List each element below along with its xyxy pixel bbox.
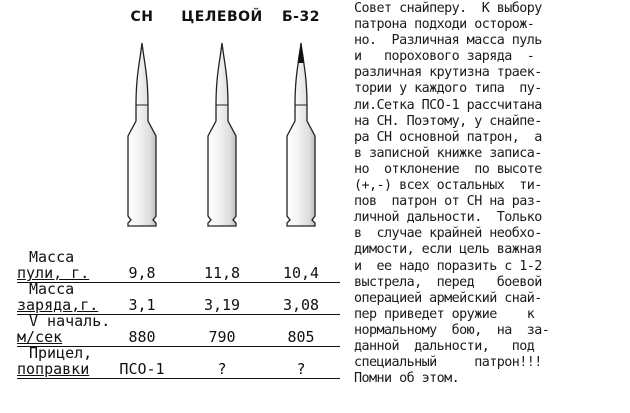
cartridge-b32 [287,43,315,226]
table-cell: 790 [208,328,236,346]
table-cell: 805 [287,328,315,346]
advice-line: данной дальности, под [354,338,535,354]
cartridge-label-sn: СН [130,9,154,25]
table-cell: ? [217,360,227,378]
cartridge-outline [128,43,156,226]
advice-line: но. Различная масса пуль [354,33,542,49]
advice-line: пов патрон от СН на раз- [354,194,542,210]
row-label-line: поправки [17,360,90,378]
advice-line: димости, если цель важная [354,242,542,258]
advice-line: и порохового заряда - [354,49,535,65]
advice-line: тории у каждого типа пу- [354,81,542,97]
black-tip-marking [298,43,305,63]
table-cell: 880 [128,328,156,346]
cartridge-sn [128,43,156,226]
advice-line: различная крутизна траек- [354,65,542,81]
advice-line: нормальному бою, на за- [354,322,550,338]
advice-line: специальный патрон!!! [354,355,542,371]
advice-line: операцией армейский снай- [354,290,542,306]
table-cell: ? [296,360,306,378]
cartridge-outline [208,43,236,226]
table-cell: 3,08 [282,296,320,314]
sniper-advice-text [354,1,626,387]
table-cell: 9,8 [128,264,156,282]
cartridge-illustrations [0,0,350,245]
advice-line: в записной книжке записа- [354,145,542,161]
advice-line: (+,-) всех остальных ти- [354,178,542,194]
advice-line: на СН. Поэтому, у снайпе- [354,113,542,129]
table-cell: ПСО-1 [119,360,165,378]
table-cell: 3,19 [203,296,241,314]
cartridge-outline [287,43,315,226]
cartridge-target [208,43,236,226]
table-cell: 11,8 [203,264,241,282]
row-label-line: V началь. [29,312,111,330]
advice-line: патрона подходи осторож- [354,17,535,33]
advice-line: в случае крайней необхо- [354,226,542,242]
row-label-line: м/сек [17,328,63,346]
advice-line: ра СН основной патрон, а [354,129,542,145]
advice-line: пер приведет оружие к [354,306,535,322]
row-divider [17,378,340,379]
advice-line: личной дальности. Только [354,210,542,226]
row-label-line: пули, г. [17,264,90,282]
table-cell: 3,1 [128,296,156,314]
advice-line: выстрела, перед боевой [354,274,542,290]
advice-line: но отклонение по высоте [354,161,542,177]
row-label-line: Прицел, [29,344,93,362]
row-label-line: заряда,г. [17,296,99,314]
advice-line: и ее надо поразить с 1-2 [354,258,542,274]
cartridge-label-target: ЦЕЛЕВОЙ [181,9,263,25]
advice-line: ли.Сетка ПСО-1 рассчитана [354,97,542,113]
row-label-line: Масса [29,280,75,298]
cartridge-label-b32: Б-32 [282,9,320,25]
table-cell: 10,4 [282,264,320,282]
advice-line: Совет снайперу. К выбору [354,1,542,16]
row-label-line: Масса [29,248,75,266]
advice-line: Помни об этом. [354,371,460,387]
